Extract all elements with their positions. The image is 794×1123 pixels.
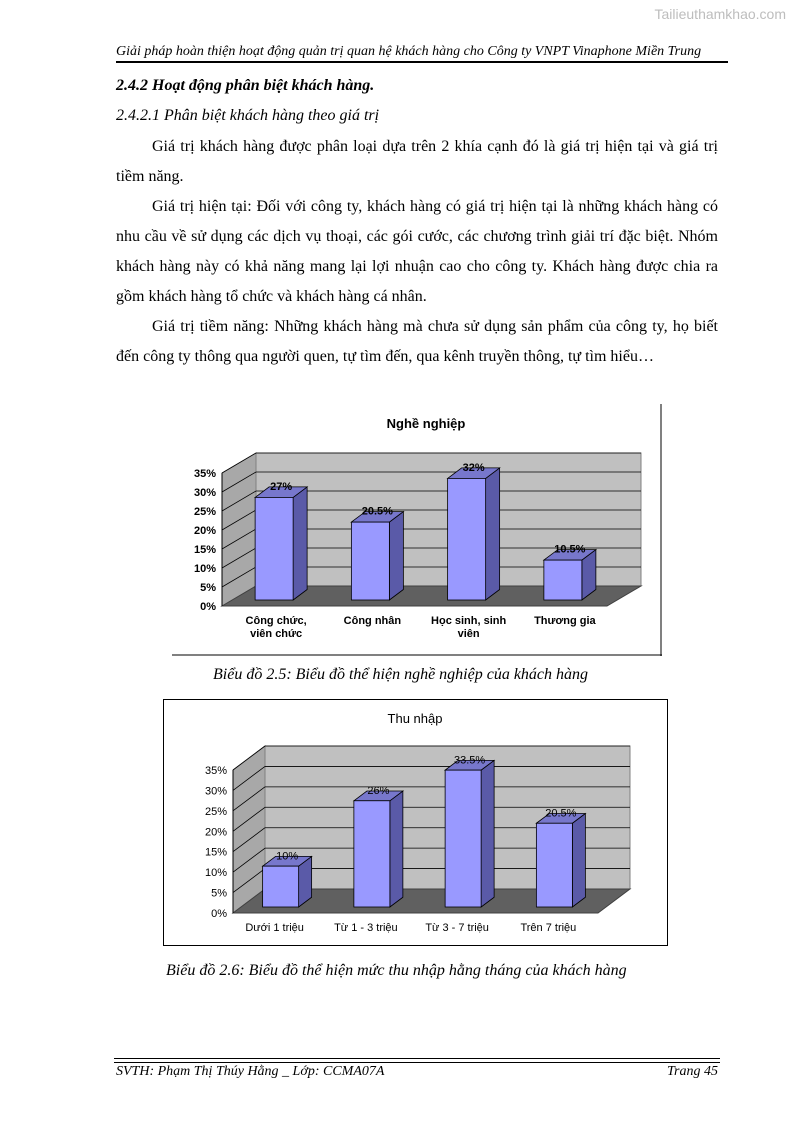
y-tick-label: 5%: [211, 887, 227, 900]
y-tick-label: 15%: [193, 544, 216, 556]
bar: [448, 478, 486, 600]
y-tick-label: 20%: [193, 525, 216, 537]
data-label: 10.5%: [554, 543, 586, 556]
x-tick-label: Thương gia: [534, 615, 596, 627]
y-tick-label: 5%: [200, 582, 216, 594]
bar: [263, 866, 299, 907]
y-tick-label: 35%: [193, 468, 216, 480]
bar: [354, 801, 390, 907]
y-tick-label: 15%: [204, 846, 227, 859]
data-label: 26%: [367, 785, 390, 798]
chart-title: Thu nhập: [387, 711, 443, 726]
x-tick-label: viên: [457, 628, 480, 640]
y-tick-label: 35%: [204, 765, 227, 777]
chart-side-wall: [222, 453, 256, 606]
bar-side: [389, 512, 403, 600]
chart-occupation-svg: [172, 404, 662, 656]
bar-side: [486, 468, 500, 600]
footer-rule: [114, 1058, 720, 1063]
x-tick-label: Học sinh, sinh: [431, 615, 507, 627]
data-label: 33.5%: [454, 754, 486, 767]
y-tick-label: 10%: [193, 563, 216, 575]
chart-income-svg: [163, 699, 668, 946]
section-title: 2.4.2 Hoạt động phân biệt khách hàng.: [116, 77, 375, 94]
watermark: Tailieuthamkhao.com: [654, 6, 786, 22]
bar-side: [572, 813, 585, 907]
x-tick-label: Trên 7 triệu: [520, 922, 577, 934]
x-tick-label: Công nhân: [343, 615, 402, 627]
bar-side: [293, 487, 307, 600]
chart-occupation: [172, 404, 662, 656]
x-tick-label: Dưới 1 triệu: [245, 922, 304, 934]
data-label: 20.5%: [545, 807, 577, 820]
y-tick-label: 20%: [204, 826, 227, 839]
y-tick-label: 0%: [200, 601, 216, 613]
chart-caption-1: Biểu đồ 2.5: Biểu đồ thể hiện nghề nghiệp của khách hàng: [213, 666, 589, 683]
chart-caption-2: Biểu đồ 2.6: Biểu đồ thể hiện mức thu nhập hằng tháng của khách hàng: [166, 962, 627, 979]
page-header: Giải pháp hoàn thiện hoạt động quản trị quan hệ khách hàng cho Công ty VNPT Vinaphone Miền Trung: [116, 44, 728, 63]
footer-author: SVTH: Phạm Thị Thúy Hằng _ Lớp: CCMA07A: [116, 1064, 385, 1079]
y-tick-label: 25%: [193, 506, 216, 518]
bar: [544, 560, 582, 600]
bar: [351, 522, 389, 600]
bar-side: [390, 791, 403, 907]
bar: [536, 823, 572, 907]
subsection-title: 2.4.2.1 Phân biệt khách hàng theo giá trị: [116, 107, 380, 124]
data-label: 20.5%: [361, 505, 393, 518]
y-tick-label: 30%: [204, 785, 227, 798]
x-tick-label: Từ 3 - 7 triệu: [425, 922, 489, 934]
data-label: 32%: [462, 461, 485, 474]
chart-income: [163, 699, 668, 946]
bar: [445, 770, 481, 907]
y-tick-label: 30%: [193, 487, 216, 499]
paragraph-2: Giá trị hiện tại: Đối với công ty, khách hàng có giá trị hiện tại là những khách hàng có nhu cầu về sử dụng các dịch vụ thoại, các gói cước, các chương trình giải trí đặc biệt. Nhóm khách hàng này có khả năng mang lại lợi nhuận cao cho công ty. Khách hàng được chia ra gồm khách hàng tổ chức và khách hàng cá nhân.: [116, 198, 718, 305]
page-number: Trang 45: [667, 1064, 718, 1079]
chart-side-wall: [233, 746, 265, 913]
chart-title: Nghề nghiệp: [386, 416, 466, 431]
x-tick-label: Từ 1 - 3 triệu: [334, 922, 398, 934]
y-tick-label: 0%: [211, 908, 227, 920]
y-tick-label: 10%: [204, 867, 227, 880]
paragraph-3: Giá trị tiềm năng: Những khách hàng mà chưa sử dụng sản phẩm của công ty, họ biết đến công ty thông qua người quen, tự tìm đến, qua kênh truyền thông, tự tìm hiểu…: [116, 318, 718, 365]
bar-side: [481, 760, 494, 907]
bar: [255, 497, 293, 600]
data-label: 10%: [276, 850, 299, 863]
data-label: 27%: [270, 480, 293, 493]
y-tick-label: 25%: [204, 805, 227, 818]
x-tick-label: Công chức,: [245, 615, 307, 627]
paragraph-1: Giá trị khách hàng được phân loại dựa trên 2 khía cạnh đó là giá trị hiện tại và giá trị tiềm năng.: [116, 138, 718, 185]
x-tick-label: viên chức: [250, 628, 303, 640]
